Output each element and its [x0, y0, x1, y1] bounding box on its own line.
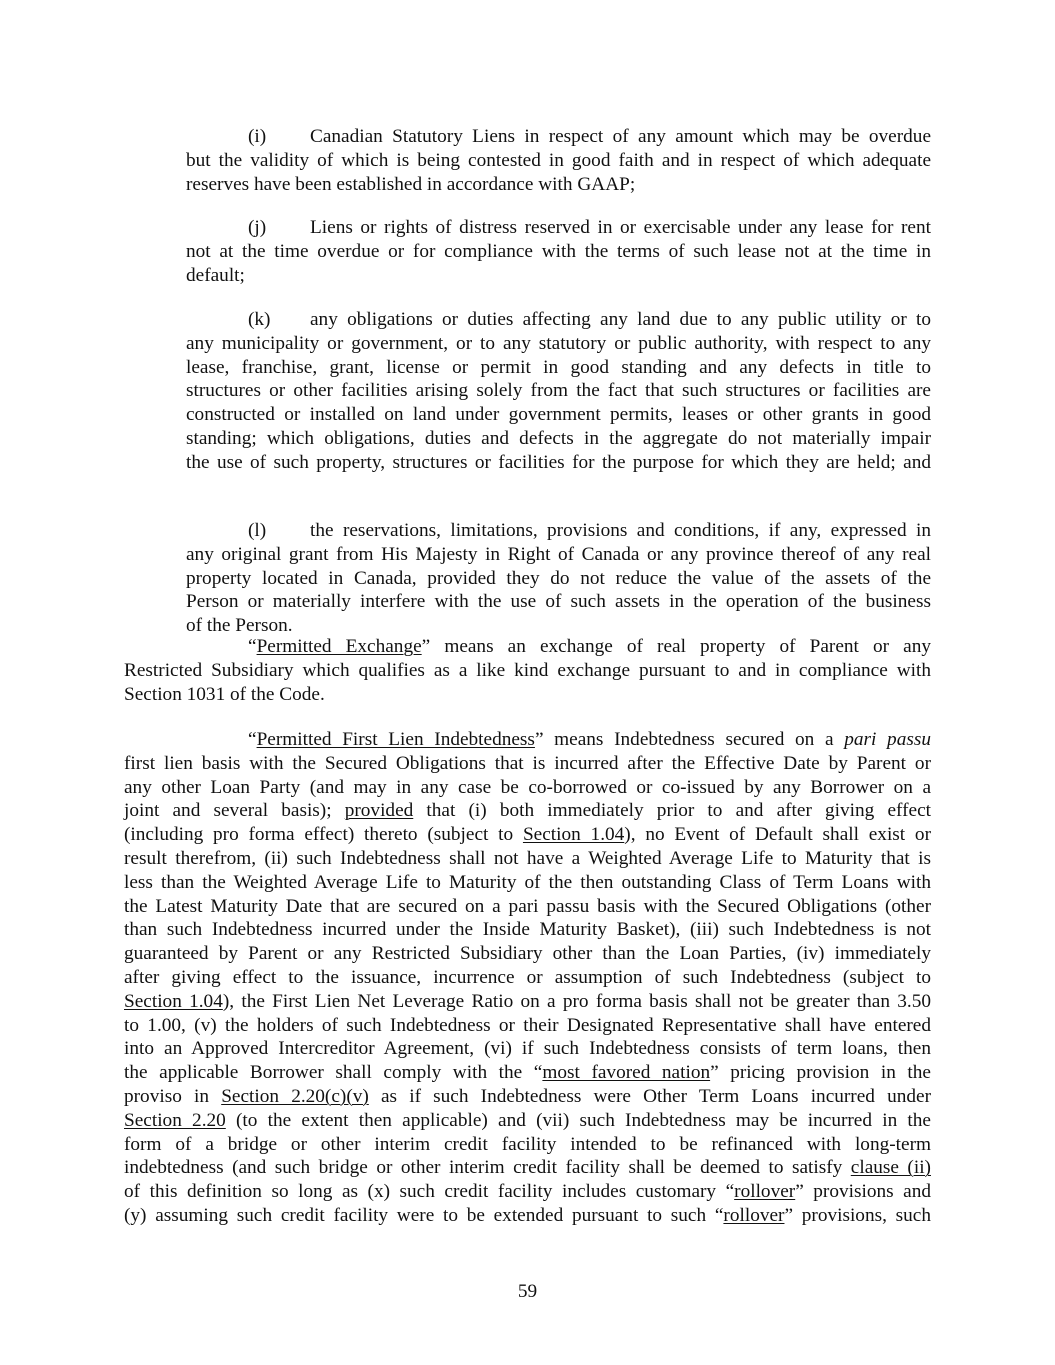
text-run: into an Approved Intercreditor Agreement, (vi) if such Indebtedness consists of term loans, then [124, 1038, 931, 1060]
text-run: result therefrom, (ii) such Indebtedness shall not have a Weighted Average Life to Maturity that is [124, 847, 931, 869]
text-run: to 1.00, (v) the holders of such Indebtedness or their Designated Representative shall have entered [124, 1014, 931, 1036]
text-run: than such Indebtedness incurred under the Inside Maturity Basket), (iii) such Indebtedness is not [124, 919, 931, 941]
text-run: form of a bridge or other interim credit facility intended to be refinanced with long-term [124, 1133, 931, 1155]
text-line: reserves have been established in accordance with GAAP; [186, 173, 636, 195]
text-line [124, 871, 931, 895]
clause-label: (l) [248, 520, 267, 541]
text-line: property located in Canada, provided they do not reduce the value of the assets of the [186, 567, 931, 589]
cross-reference: rollover [734, 1181, 796, 1203]
text-run: less than the Weighted Average Life to Maturity of the then outstanding Class of Term Loans with [124, 871, 931, 893]
sub-clause-l: (l) the reservations, limitations, provisions and conditions, if any, expressed in any original grant from His Majesty in Right of Canada or any province thereof of any real property located in Canada, provided they do not reduce the value of the assets of the Person or materially interfere with the use of such assets in the operation of the business of the Person. [186, 520, 931, 637]
sub-clause-k: (k) any obligations or duties affecting any land due to any public utility or to any municipality or government, or to any statutory or public authority, with respect to any lease, franchise, grant, license or permit in good standing and any defects in title to structures or other facilities arising solely from the fact that such structures or facilities are constructed or installed on land under government permits, leases or other grants in good standing; which obligations, duties and defects in the aggregate do not materially impair the use of such property, structures or facilities for the purpose for which they are held; and [186, 309, 931, 473]
text-run: after giving effect to the issuance, incurrence or assumption of such Indebtedness (subject to [124, 966, 931, 988]
text-line [124, 966, 931, 990]
cross-reference: Section 2.20(c)(v) [221, 1085, 369, 1107]
sub-clause-i: (i) Canadian Statutory Liens in respect of any amount which may be overdue but the validity of which is being contested in good faith and in respect of which adequate reserves have been established in accordance with GAAP; [186, 126, 931, 195]
definition-body [124, 752, 931, 1228]
cross-reference: Section 2.20 [124, 1109, 226, 1131]
clause-label: (k) [248, 309, 271, 330]
text-run: joint and several basis); [124, 800, 345, 822]
text-line [124, 942, 931, 966]
text-line [124, 1085, 931, 1109]
text-run: ), no Event of Default shall exist or [624, 824, 931, 846]
definition-permitted-first-lien-indebtedness: “Permitted First Lien Indebtedness” means Indebtedness secured on a pari passu first lien basis with the Secured Obligations that is incurred after the Effective Date by Parent or any other Loan Party (and may in any case be co-borrowed or co-issued by any Borrower on a joint and several basis); provided that (i) both immediately prior to and after giving effect (including pro forma effect) thereto (subject to Section 1.04), no Event of Default shall exist or result therefrom, (ii) such Indebtedness shall not have a Weighted Average Life to Maturity that is less than the Weighted Average Life to Maturity of the then outstanding Class of Term Loans with the Latest Maturity Date that are secured on a pari passu basis with the Secured Obligations (other than such Indebtedness incurred under the Inside Maturity Basket), (iii) such Indebtedness is not guaranteed by Parent or any Restricted Subsidiary other than the Loan Parties, (iv) immediately after giving effect to the issuance, incurrence or assumption of such Indebtedness (subject to Section 1.04), the First Lien Net Leverage Ratio on a pro forma basis shall not be greater than 3.50 to 1.00, (v) the holders of such Indebtedness or their Designated Representative shall have entered into an Approved Intercreditor Agreement, (vi) if such Indebtedness consists of term loans, then the applicable Borrower shall comply with the “most favored nation” pricing provision in the proviso in Section 2.20(c)(v) as if such Indebtedness were Other Term Loans incurred under Section 2.20 (to the extent then applicable) and (vii) such Indebtedness may be incurred in the form of a bridge or other interim credit facility intended to be refinanced with long-term indebtedness (and such bridge or other interim credit facility shall be deemed to satisfy clause (ii) of this definition so long as (x) such credit facility includes customary “rollover” provisions and (y) assuming such credit facility were to be extended pursuant to such “rollover” provisions, such [124, 729, 931, 1226]
text-line: Restricted Subsidiary which qualifies as a like kind exchange pursuant to and in compliance with [124, 659, 931, 681]
definition-permitted-exchange: “Permitted Exchange” means an exchange of real property of Parent or any Restricted Subsidiary which qualifies as a like kind exchange pursuant to and in compliance with Section 1031 of the Code. [124, 636, 931, 705]
text-line [124, 752, 931, 776]
cross-reference: Section 1.04 [522, 824, 625, 846]
cross-reference: Section 1.04 [124, 990, 223, 1012]
text-line [124, 1014, 931, 1038]
text-line: constructed or installed on land under government permits, leases or other grants in good [186, 404, 931, 426]
clause-label: (i) [248, 126, 267, 147]
text-run: guaranteed by Parent or any Restricted Subsidiary other than the Loan Parties, (iv) immediately [124, 943, 931, 965]
text-line [124, 823, 931, 847]
text-run: indebtedness (and such bridge or other interim credit facility shall be deemed to satisfy [124, 1157, 851, 1179]
text-line: lease, franchise, grant, license or permit in good standing and any defects in title to [186, 356, 931, 378]
italic-phrase: pari passu [844, 729, 931, 750]
text-run: (including pro forma effect) thereto (subject to [124, 824, 523, 846]
text-line [124, 1180, 931, 1204]
text-run: ” provisions, such [784, 1204, 931, 1226]
text-line: Person or materially interfere with the use of such assets in the operation of the business [186, 591, 931, 613]
cross-reference: provided [344, 800, 414, 822]
defined-term: Permitted First Lien Indebtedness [256, 729, 535, 750]
text-line [124, 1204, 931, 1228]
text-run: (to the extent then applicable) and (vii) such Indebtedness may be incurred in the [225, 1109, 931, 1131]
text-line [124, 918, 931, 942]
page-number: 59 [517, 1281, 538, 1302]
text-line: Section 1031 of the Code. [124, 683, 325, 705]
cross-reference: rollover [723, 1204, 785, 1226]
text-line: any municipality or government, or to any statutory or public authority, with respect to any [186, 332, 931, 354]
text-line [124, 990, 931, 1014]
defined-term: Permitted Exchange [256, 636, 422, 657]
text-line: standing; which obligations, duties and defects in the aggregate do not materially impair [186, 427, 931, 449]
text-line [124, 847, 931, 871]
text-line [124, 1037, 931, 1061]
text-line [124, 1061, 931, 1085]
text-run: proviso in [124, 1085, 222, 1107]
text-line: of the Person. [186, 615, 293, 637]
text-run: the applicable Borrower shall comply with the “ [124, 1062, 543, 1084]
text-line [124, 895, 931, 919]
text-line [124, 1109, 931, 1133]
cross-reference: clause (ii) [850, 1157, 931, 1179]
text-line: structures or other facilities arising solely from the fact that such structures or facilities are [186, 380, 931, 402]
text-run: ), the First Lien Net Leverage Ratio on a pro forma basis shall not be greater than 3.50 [222, 990, 931, 1012]
text-run: the Latest Maturity Date that are secured on a pari passu basis with the Secured Obligations (other [124, 895, 931, 917]
text-run: (y) assuming such credit facility were to be extended pursuant to such “ [124, 1204, 724, 1226]
text-run: ” provisions and [795, 1181, 931, 1203]
text-line [124, 1133, 931, 1157]
text-line [124, 1156, 931, 1180]
text-line: any original grant from His Majesty in Right of Canada or any province thereof of any real [186, 543, 931, 565]
text-run: any other Loan Party (and may in any case be co-borrowed or co-issued by any Borrower on a [124, 776, 931, 798]
text-run: first lien basis with the Secured Obligations that is incurred after the Effective Date by Parent or [124, 752, 931, 774]
text-line: but the validity of which is being contested in good faith and in respect of which adequate [186, 149, 931, 171]
text-line: not at the time overdue or for compliance with the terms of such lease not at the time in [186, 240, 931, 262]
clause-label: (j) [248, 217, 267, 238]
sub-clause-j: (j) Liens or rights of distress reserved in or exercisable under any lease for rent not at the time overdue or for compliance with the terms of such lease not at the time in default; [186, 217, 931, 286]
text-line: the use of such property, structures or facilities for the purpose for which they are held; and [186, 451, 931, 473]
text-line [124, 799, 931, 823]
text-line [124, 776, 931, 800]
text-run: as if such Indebtedness were Other Term Loans incurred under [368, 1085, 931, 1107]
text-run: of this definition so long as (x) such credit facility includes customary “ [124, 1181, 735, 1203]
text-line: default; [186, 264, 245, 286]
text-run: ” pricing provision in the [710, 1062, 931, 1084]
text-run: that (i) both immediately prior to and after giving effect [413, 800, 931, 822]
cross-reference: most favored nation [542, 1062, 711, 1084]
